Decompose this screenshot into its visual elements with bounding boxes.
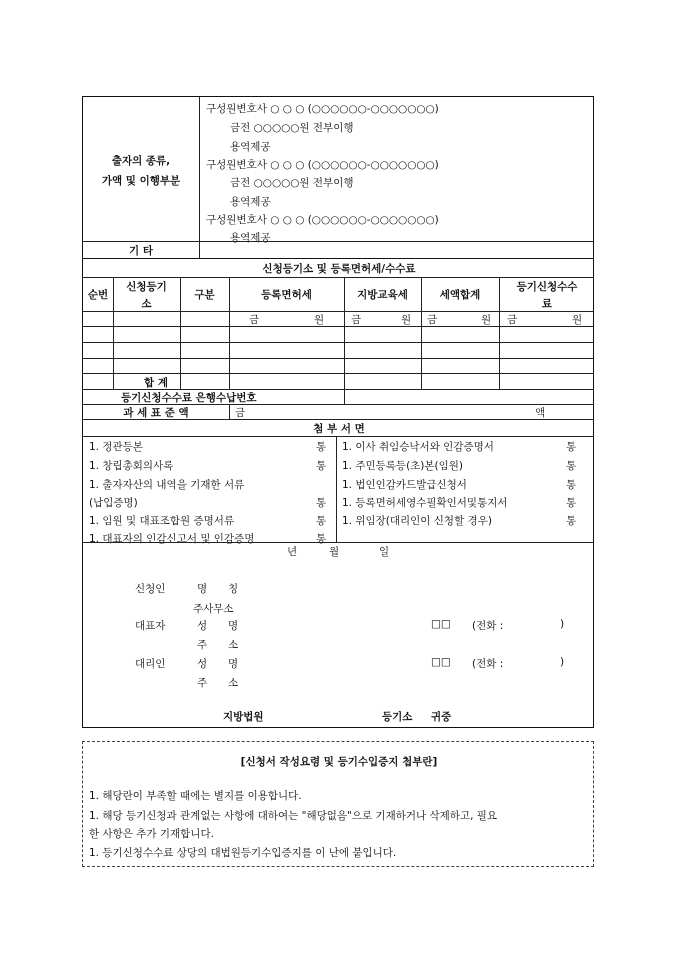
seal-mark: □□ bbox=[431, 618, 451, 630]
attachment-unit: 통 bbox=[566, 497, 577, 509]
unit-geum: 금 bbox=[249, 314, 260, 326]
phone-label: (전화 : bbox=[472, 620, 504, 632]
bank-label: 등기신청수수료 은행수납번호 bbox=[121, 392, 257, 404]
attachment-right: 1. 주민등록등(초)본(임원) bbox=[342, 460, 464, 472]
row-line bbox=[83, 542, 593, 543]
tax-base-geum: 금 bbox=[235, 407, 246, 419]
name-char: 칭 bbox=[228, 583, 239, 595]
attachment-right: 1. 등록면허세영수필확인서및통지서 bbox=[342, 497, 508, 509]
attachment-unit: 통 bbox=[566, 515, 577, 527]
investment-line: 금전 ○○○○○원 전부이행 bbox=[230, 122, 354, 134]
phone-close: ) bbox=[560, 618, 565, 630]
applicant-label: 신청인 bbox=[135, 583, 166, 595]
unit-geum: 금 bbox=[427, 314, 438, 326]
attachment-unit: 통 bbox=[316, 533, 327, 545]
attachment-unit: 통 bbox=[316, 497, 327, 509]
investment-line: 구성원변호사 ○ ○ ○ (○○○○○○-○○○○○○○) bbox=[206, 103, 439, 115]
divider bbox=[199, 97, 200, 241]
note-item: 1. 해당 등기신청과 관계없는 사항에 대하여는 "해당없음"으로 기재하거나 삭제하고, 필요 bbox=[89, 810, 498, 822]
row-line bbox=[83, 358, 593, 359]
attachment-left: 1. 출자자산의 내역을 기재한 서류 bbox=[89, 479, 245, 491]
addr-char: 소 bbox=[228, 639, 239, 651]
total-label: 합 계 bbox=[144, 377, 168, 389]
tax-base-unit: 액 bbox=[535, 407, 546, 419]
row-line bbox=[83, 326, 593, 327]
surname-char: 성 bbox=[197, 620, 208, 632]
date-day: 일 bbox=[379, 546, 390, 558]
surname-char: 성 bbox=[197, 658, 208, 670]
attachment-left: 1. 창립총회의사록 bbox=[89, 460, 174, 472]
header-office-2: 소 bbox=[141, 298, 152, 310]
attachment-right: 1. 이사 취임승낙서와 인감증명서 bbox=[342, 441, 494, 453]
attachment-left: 1. 임원 및 대표조합원 증명서류 bbox=[89, 515, 235, 527]
investment-label: 출자의 종류, bbox=[111, 155, 171, 167]
attachment-right: 1. 위임장(대리인이 신청할 경우) bbox=[342, 515, 492, 527]
rep-label: 대표자 bbox=[135, 620, 166, 632]
col-line bbox=[344, 389, 345, 404]
date-year: 년 bbox=[287, 546, 298, 558]
investment-line: 금전 ○○○○○원 전부이행 bbox=[230, 177, 354, 189]
investment-line: 용역제공 bbox=[230, 232, 271, 244]
investment-line: 용역제공 bbox=[230, 141, 271, 153]
row-line bbox=[83, 258, 593, 259]
header-fee-2: 료 bbox=[541, 298, 553, 310]
attachment-right: 1. 법인인감카드발급신청서 bbox=[342, 479, 467, 491]
unit-won: 원 bbox=[572, 314, 583, 326]
note-item: 1. 해당란이 부족할 때에는 별지를 이용합니다. bbox=[89, 790, 302, 802]
header-no: 순번 bbox=[87, 289, 109, 301]
attachment-unit: 통 bbox=[316, 441, 327, 453]
note-item: 한 사항은 추가 기재합니다. bbox=[89, 828, 214, 840]
attachment-unit: 통 bbox=[316, 515, 327, 527]
row-line bbox=[83, 419, 593, 420]
attachments-title: 첨 부 서 면 bbox=[313, 423, 365, 435]
header-reg-tax: 등록면허세 bbox=[261, 289, 312, 301]
header-office: 신청등기 bbox=[126, 281, 167, 293]
divider bbox=[199, 241, 200, 258]
phone-label: (전화 : bbox=[472, 658, 504, 670]
surname-char: 명 bbox=[228, 658, 239, 670]
notes-title: [신청서 작성요령 및 등기수입증지 첩부란] bbox=[240, 756, 438, 768]
registry-section-title: 신청등기소 및 등록면허세/수수료 bbox=[262, 263, 416, 275]
col-line bbox=[336, 436, 337, 542]
row-line bbox=[83, 373, 593, 374]
other-label: 기 타 bbox=[129, 245, 153, 257]
unit-won: 원 bbox=[481, 314, 492, 326]
attachment-unit: 통 bbox=[566, 460, 577, 472]
header-edu-tax: 지방교육세 bbox=[357, 289, 408, 301]
row-line bbox=[83, 241, 593, 242]
attachment-left: (납입증명) bbox=[89, 497, 138, 509]
notes-box bbox=[82, 741, 594, 867]
court-label: 지방법원 bbox=[223, 711, 264, 723]
unit-won: 원 bbox=[401, 314, 412, 326]
recipient-label: 귀중 bbox=[431, 711, 452, 723]
attachment-unit: 통 bbox=[566, 441, 577, 453]
investment-line: 구성원변호사 ○ ○ ○ (○○○○○○-○○○○○○○) bbox=[206, 159, 439, 171]
agent-label: 대리인 bbox=[135, 658, 166, 670]
attachment-unit: 통 bbox=[316, 460, 327, 472]
row-line bbox=[83, 436, 593, 437]
header-tax-total: 세액합계 bbox=[439, 289, 481, 301]
investment-label-2: 가액 및 이행부분 bbox=[101, 175, 181, 187]
attachment-left: 1. 대표자의 인감신고서 및 인감증명 bbox=[89, 533, 255, 545]
tax-base-label: 과 세 표 준 액 bbox=[123, 407, 189, 419]
header-type: 구분 bbox=[194, 289, 215, 301]
addr-char: 주 bbox=[197, 639, 208, 651]
registration-form bbox=[82, 96, 594, 728]
phone-close: ) bbox=[560, 656, 565, 668]
row-line bbox=[83, 277, 593, 278]
registry-office-label: 등기소 bbox=[382, 711, 413, 723]
col-line bbox=[229, 404, 230, 419]
attachment-unit: 통 bbox=[566, 479, 577, 491]
unit-geum: 금 bbox=[507, 314, 518, 326]
unit-geum: 금 bbox=[351, 314, 362, 326]
investment-line: 용역제공 bbox=[230, 196, 271, 208]
note-item: 1. 등기신청수수료 상당의 대법원등기수입증지를 이 난에 붙입니다. bbox=[89, 847, 397, 859]
office-label: 주사무소 bbox=[193, 603, 234, 615]
date-month: 월 bbox=[329, 546, 340, 558]
header-fee: 등기신청수수 bbox=[516, 281, 578, 293]
surname-char: 명 bbox=[228, 620, 239, 632]
addr-char: 소 bbox=[228, 677, 239, 689]
seal-mark: □□ bbox=[431, 656, 451, 668]
investment-line: 구성원변호사 ○ ○ ○ (○○○○○○-○○○○○○○) bbox=[206, 214, 439, 226]
row-line bbox=[83, 342, 593, 343]
name-char: 명 bbox=[197, 583, 208, 595]
unit-won: 원 bbox=[314, 314, 325, 326]
addr-char: 주 bbox=[197, 677, 208, 689]
attachment-left: 1. 정관등본 bbox=[89, 441, 143, 453]
